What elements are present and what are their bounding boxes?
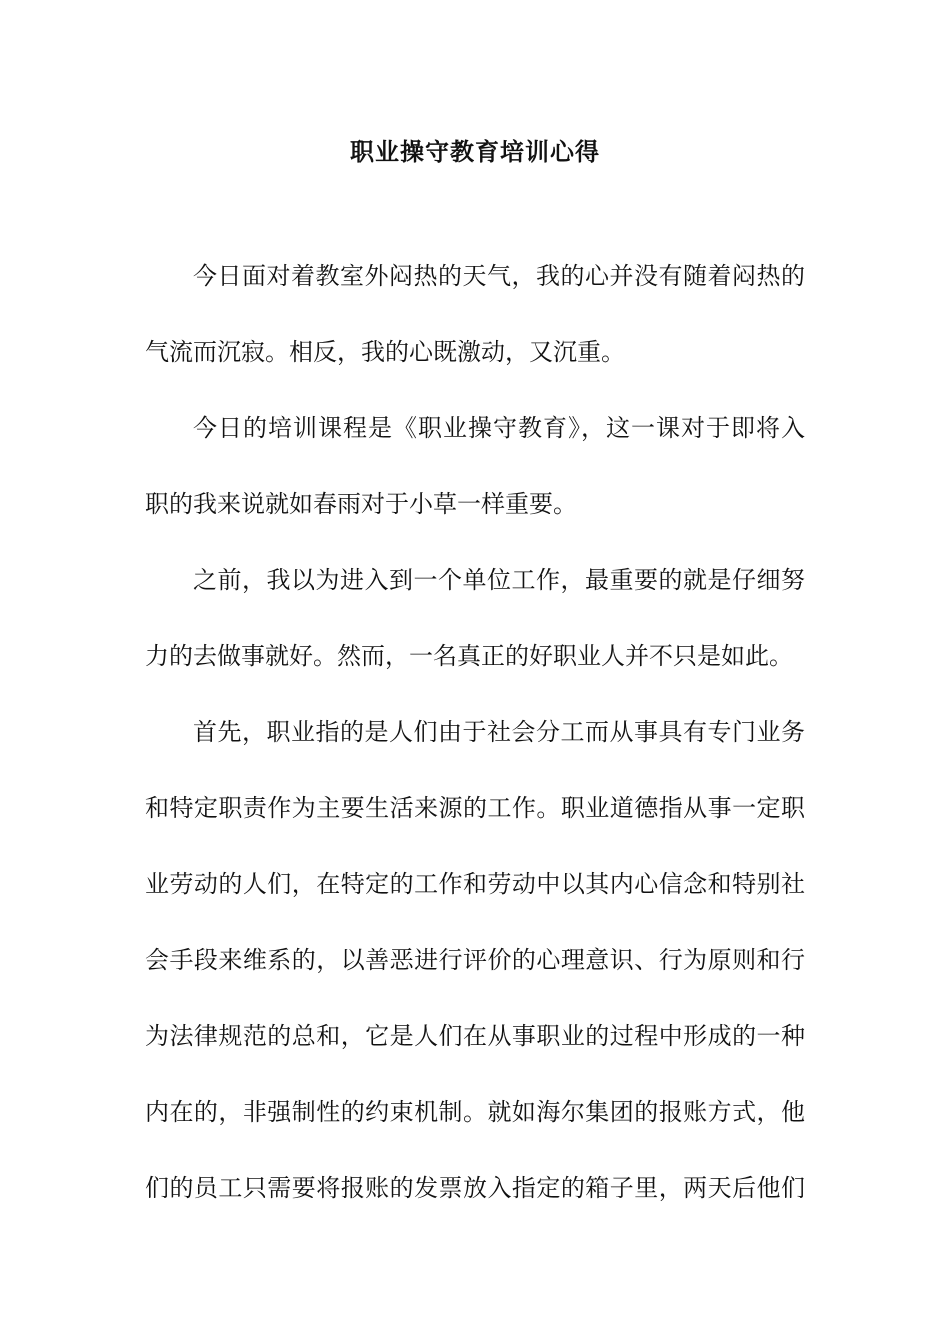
paragraph-4-line-7: 们的员工只需要将报账的发票放入指定的箱子里，两天后他们: [145, 1174, 805, 1202]
paragraph-4-line-1: 首先，职业指的是人们由于社会分工而从事具有专门业务: [193, 718, 805, 746]
paragraph-3-line-2: 力的去做事就好。然而，一名真正的好职业人并不只是如此。: [145, 642, 793, 670]
paragraph-4-line-5: 为法律规范的总和，它是人们在从事职业的过程中形成的一种: [145, 1022, 805, 1050]
paragraph-4-line-3: 业劳动的人们，在特定的工作和劳动中以其内心信念和特别社: [145, 870, 805, 898]
paragraph-2-line-1: 今日的培训课程是《职业操守教育》，这一课对于即将入: [193, 414, 805, 442]
paragraph-2-line-2: 职的我来说就如春雨对于小草一样重要。: [145, 490, 577, 518]
paragraph-4-line-2: 和特定职责作为主要生活来源的工作。职业道德指从事一定职: [145, 794, 805, 822]
paragraph-1-line-2: 气流而沉寂。相反，我的心既激动，又沉重。: [145, 338, 625, 366]
paragraph-1-line-1: 今日面对着教室外闷热的天气，我的心并没有随着闷热的: [193, 262, 805, 290]
paragraph-4-line-4: 会手段来维系的，以善恶进行评价的心理意识、行为原则和行: [145, 946, 805, 974]
paragraph-4-line-6: 内在的，非强制性的约束机制。就如海尔集团的报账方式，他: [145, 1098, 805, 1126]
document-title: 职业操守教育培训心得: [350, 137, 600, 166]
paragraph-3-line-1: 之前，我以为进入到一个单位工作，最重要的就是仔细努: [193, 566, 805, 594]
